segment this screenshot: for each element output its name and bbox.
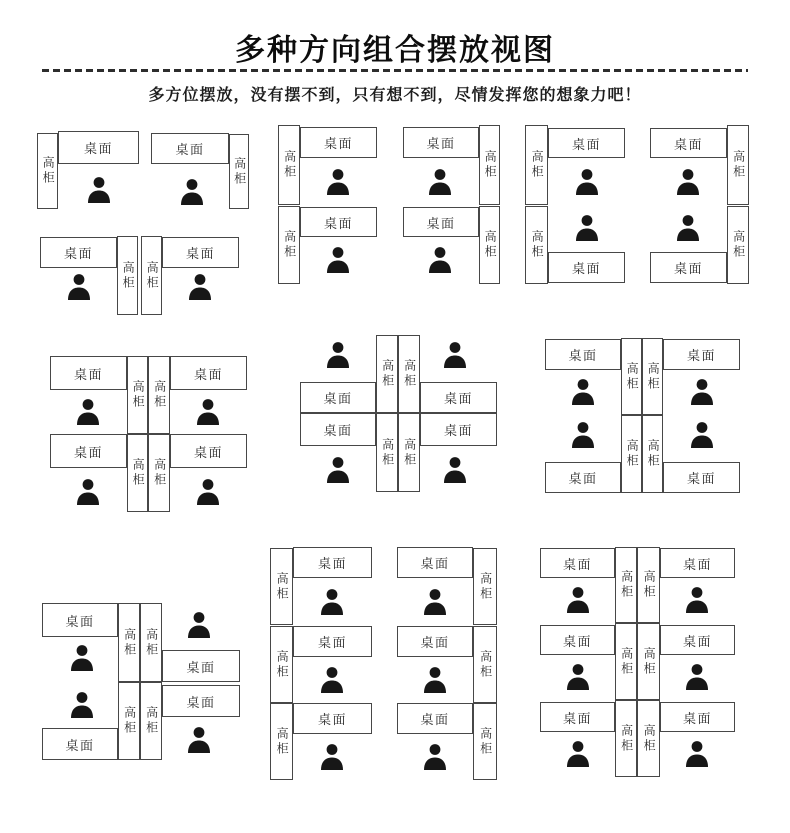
tall-cabinet: 高柜	[148, 356, 170, 434]
person-icon	[196, 398, 220, 426]
tall-cabinet: 高柜	[127, 434, 148, 512]
person-icon	[685, 740, 709, 768]
tall-cabinet: 高柜	[473, 548, 497, 625]
desk-surface: 桌面	[420, 382, 497, 413]
tall-cabinet: 高柜	[278, 206, 300, 284]
person-icon	[566, 663, 590, 691]
tall-cabinet: 高柜	[229, 134, 249, 209]
tall-cabinet: 高柜	[270, 548, 293, 625]
tall-cabinet: 高柜	[621, 415, 642, 493]
tall-cabinet: 高柜	[140, 682, 162, 760]
person-icon	[676, 168, 700, 196]
desk-surface: 桌面	[162, 237, 239, 268]
tall-cabinet: 高柜	[637, 623, 660, 700]
person-icon	[428, 168, 452, 196]
person-icon	[320, 743, 344, 771]
desk-surface: 桌面	[170, 434, 247, 468]
tall-cabinet: 高柜	[637, 547, 660, 623]
tall-cabinet: 高柜	[727, 206, 749, 284]
desk-surface: 桌面	[300, 413, 376, 446]
tall-cabinet: 高柜	[473, 703, 497, 780]
desk-surface: 桌面	[300, 382, 376, 413]
person-icon	[76, 398, 100, 426]
desk-surface: 桌面	[548, 252, 625, 283]
person-icon	[676, 214, 700, 242]
tall-cabinet: 高柜	[127, 356, 148, 434]
desk-surface: 桌面	[650, 252, 727, 283]
desk-surface: 桌面	[162, 685, 240, 717]
person-icon	[690, 421, 714, 449]
page-title: 多种方向组合摆放视图	[235, 34, 555, 67]
tall-cabinet: 高柜	[376, 335, 398, 413]
desk-surface: 桌面	[300, 207, 377, 237]
person-icon	[566, 586, 590, 614]
desk-surface: 桌面	[397, 547, 473, 578]
person-icon	[575, 214, 599, 242]
person-icon	[575, 168, 599, 196]
tall-cabinet: 高柜	[398, 413, 420, 492]
desk-surface: 桌面	[170, 356, 247, 390]
tall-cabinet: 高柜	[525, 206, 548, 284]
person-icon	[76, 478, 100, 506]
desk-surface: 桌面	[403, 127, 479, 158]
desk-surface: 桌面	[42, 728, 118, 760]
desk-surface: 桌面	[540, 548, 615, 578]
person-icon	[196, 478, 220, 506]
tall-cabinet: 高柜	[278, 125, 300, 205]
desk-surface: 桌面	[663, 339, 740, 370]
desk-surface: 桌面	[162, 650, 240, 682]
tall-cabinet: 高柜	[479, 125, 500, 205]
tall-cabinet: 高柜	[615, 700, 637, 777]
desk-surface: 桌面	[293, 547, 372, 578]
desk-surface: 桌面	[50, 434, 127, 468]
desk-surface: 桌面	[42, 603, 118, 637]
tall-cabinet: 高柜	[479, 206, 500, 284]
title-divider	[42, 69, 748, 72]
person-icon	[187, 726, 211, 754]
person-icon	[443, 456, 467, 484]
tall-cabinet: 高柜	[148, 434, 170, 512]
person-icon	[187, 611, 211, 639]
desk-surface: 桌面	[548, 128, 625, 158]
person-icon	[423, 743, 447, 771]
desk-surface: 桌面	[397, 703, 473, 734]
person-icon	[67, 273, 91, 301]
person-icon	[70, 644, 94, 672]
desk-surface: 桌面	[663, 462, 740, 493]
person-icon	[428, 246, 452, 274]
desk-surface: 桌面	[660, 548, 735, 578]
person-icon	[70, 691, 94, 719]
tall-cabinet: 高柜	[398, 335, 420, 413]
desk-surface: 桌面	[151, 133, 229, 164]
person-icon	[423, 666, 447, 694]
person-icon	[326, 456, 350, 484]
person-icon	[320, 588, 344, 616]
tall-cabinet: 高柜	[642, 415, 663, 493]
person-icon	[423, 588, 447, 616]
tall-cabinet: 高柜	[637, 700, 660, 777]
page-subtitle: 多方位摆放，没有摆不到，只有想不到，尽情发挥您的想象力吧！	[148, 87, 642, 104]
tall-cabinet: 高柜	[473, 626, 497, 703]
desk-surface: 桌面	[545, 339, 621, 370]
tall-cabinet: 高柜	[621, 338, 642, 415]
tall-cabinet: 高柜	[615, 623, 637, 700]
tall-cabinet: 高柜	[376, 413, 398, 492]
person-icon	[326, 168, 350, 196]
desk-surface: 桌面	[660, 702, 735, 732]
desk-surface: 桌面	[545, 462, 621, 493]
person-icon	[690, 378, 714, 406]
tall-cabinet: 高柜	[270, 626, 293, 703]
desk-surface: 桌面	[300, 127, 377, 158]
tall-cabinet: 高柜	[117, 236, 138, 315]
tall-cabinet: 高柜	[615, 547, 637, 623]
tall-cabinet: 高柜	[37, 133, 58, 209]
person-icon	[180, 178, 204, 206]
desk-surface: 桌面	[540, 625, 615, 655]
person-icon	[87, 176, 111, 204]
person-icon	[326, 246, 350, 274]
tall-cabinet: 高柜	[727, 125, 749, 205]
desk-surface: 桌面	[293, 703, 372, 734]
desk-surface: 桌面	[660, 625, 735, 655]
desk-surface: 桌面	[40, 237, 117, 268]
desk-surface: 桌面	[403, 207, 479, 237]
person-icon	[571, 378, 595, 406]
desk-surface: 桌面	[293, 626, 372, 657]
desk-surface: 桌面	[397, 626, 473, 657]
person-icon	[685, 586, 709, 614]
desk-surface: 桌面	[420, 413, 497, 446]
tall-cabinet: 高柜	[140, 603, 162, 682]
desk-surface: 桌面	[540, 702, 615, 732]
tall-cabinet: 高柜	[141, 236, 162, 315]
desk-surface: 桌面	[58, 131, 139, 164]
person-icon	[320, 666, 344, 694]
desk-surface: 桌面	[650, 128, 727, 158]
tall-cabinet: 高柜	[525, 125, 548, 205]
person-icon	[685, 663, 709, 691]
tall-cabinet: 高柜	[118, 682, 140, 760]
person-icon	[443, 341, 467, 369]
desk-surface: 桌面	[50, 356, 127, 390]
tall-cabinet: 高柜	[642, 338, 663, 415]
tall-cabinet: 高柜	[270, 703, 293, 780]
tall-cabinet: 高柜	[118, 603, 140, 682]
person-icon	[326, 341, 350, 369]
person-icon	[571, 421, 595, 449]
person-icon	[188, 273, 212, 301]
person-icon	[566, 740, 590, 768]
